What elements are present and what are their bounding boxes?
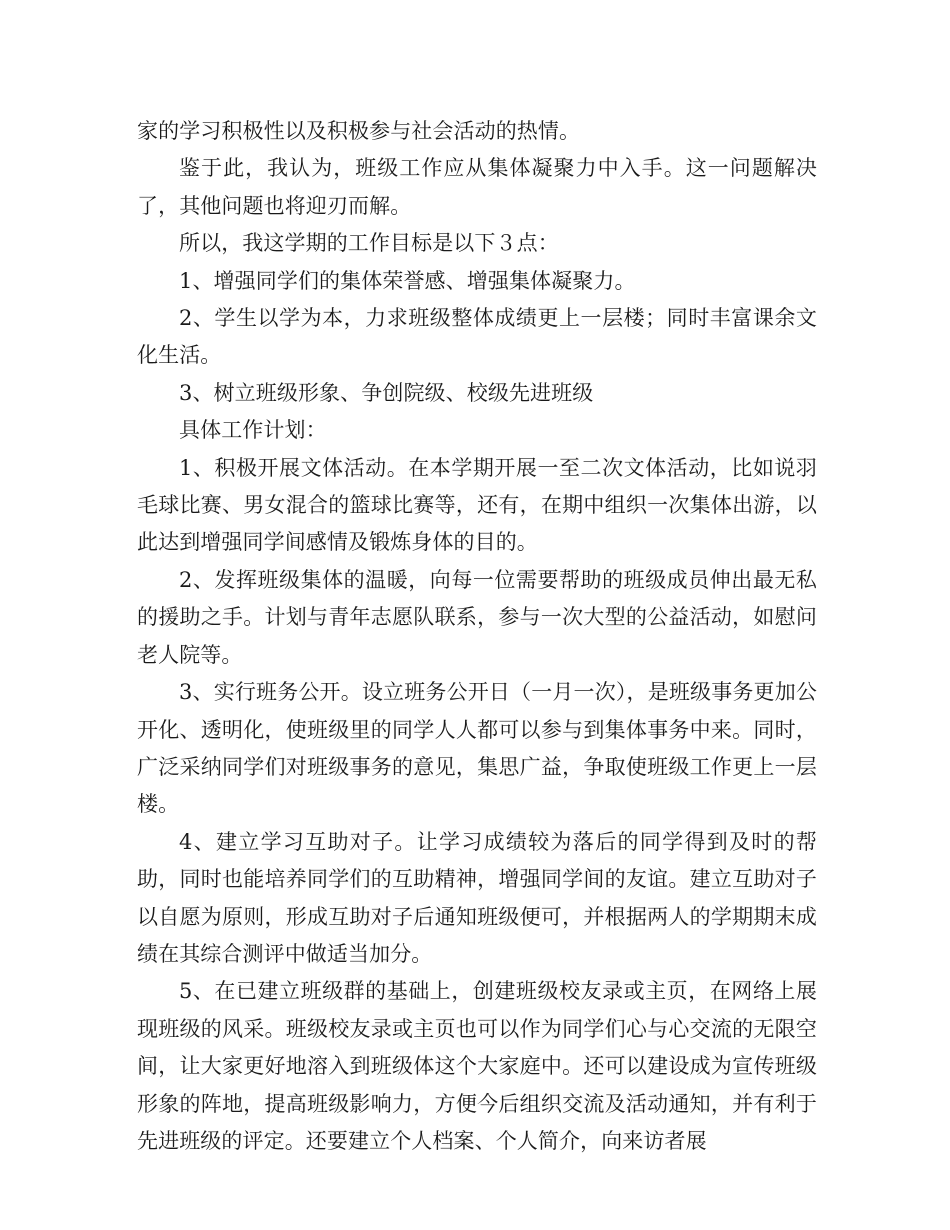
paragraph-goal-1: 1、增强同学们的集体荣誉感、增强集体凝聚力。 [179, 268, 636, 293]
paragraph-plan-1: 1、积极开展文体活动。在本学期开展一至二次文体活动，比如说羽毛球比赛、男女混合的篮球比赛等，还有，在期中组织一次集体出游，以此达到增强同学间感情及锻炼身体的目的。 [137, 455, 817, 555]
document-body [137, 113, 817, 1160]
paragraph-plan-heading: 具体工作计划： [179, 418, 327, 443]
paragraph-goals-intro: 所以，我这学期的工作目标是以下３点： [179, 231, 559, 256]
paragraph-goal-2: 2、学生以学为本，力求班级整体成绩更上一层楼；同时丰富课余文化生活。 [137, 306, 817, 368]
paragraph-continuation: 家的学习积极性以及积极参与社会活动的热情。 [137, 119, 581, 143]
paragraph-plan-4: 4、建立学习互助对子。让学习成绩较为落后的同学得到及时的帮助，同时也能培养同学们的互助精神，增强同学间的友谊。建立互助对子以自愿为原则，形成互助对子后通知班级便可，并根据两人的学期期末成绩在其综合测评中做适当加分。 [137, 829, 817, 966]
paragraph-rationale: 鉴于此，我认为，班级工作应从集体凝聚力中入手。这一问题解决了，其他问题也将迎刃而解。 [137, 156, 817, 218]
paragraph-plan-5: 5、在已建立班级群的基础上，创建班级校友录或主页，在网络上展现班级的风采。班级校友录或主页也可以作为同学们心与心交流的无限空间，让大家更好地溶入到班级体这个大家庭中。还可以建设成为宣传班级形象的阵地，提高班级影响力，方便今后组织交流及活动通知，并有利于先进班级的评定。还要建立个人档案、个人简介，向来访者展 [137, 979, 817, 1153]
paragraph-plan-2: 2、发挥班级集体的温暖，向每一位需要帮助的班级成员伸出最无私的援助之手。计划与青年志愿队联系，参与一次大型的公益活动，如慰问老人院等。 [137, 567, 817, 667]
paragraph-goal-3: 3、树立班级形象、争创院级、校级先进班级 [179, 380, 594, 405]
paragraph-plan-3: 3、实行班务公开。设立班务公开日（一月一次），是班级事务更加公开化、透明化，使班级里的同学人人都可以参与到集体事务中来。同时，广泛采纳同学们对班级事务的意见，集思广益，争取使班级工作更上一层楼。 [137, 680, 817, 817]
